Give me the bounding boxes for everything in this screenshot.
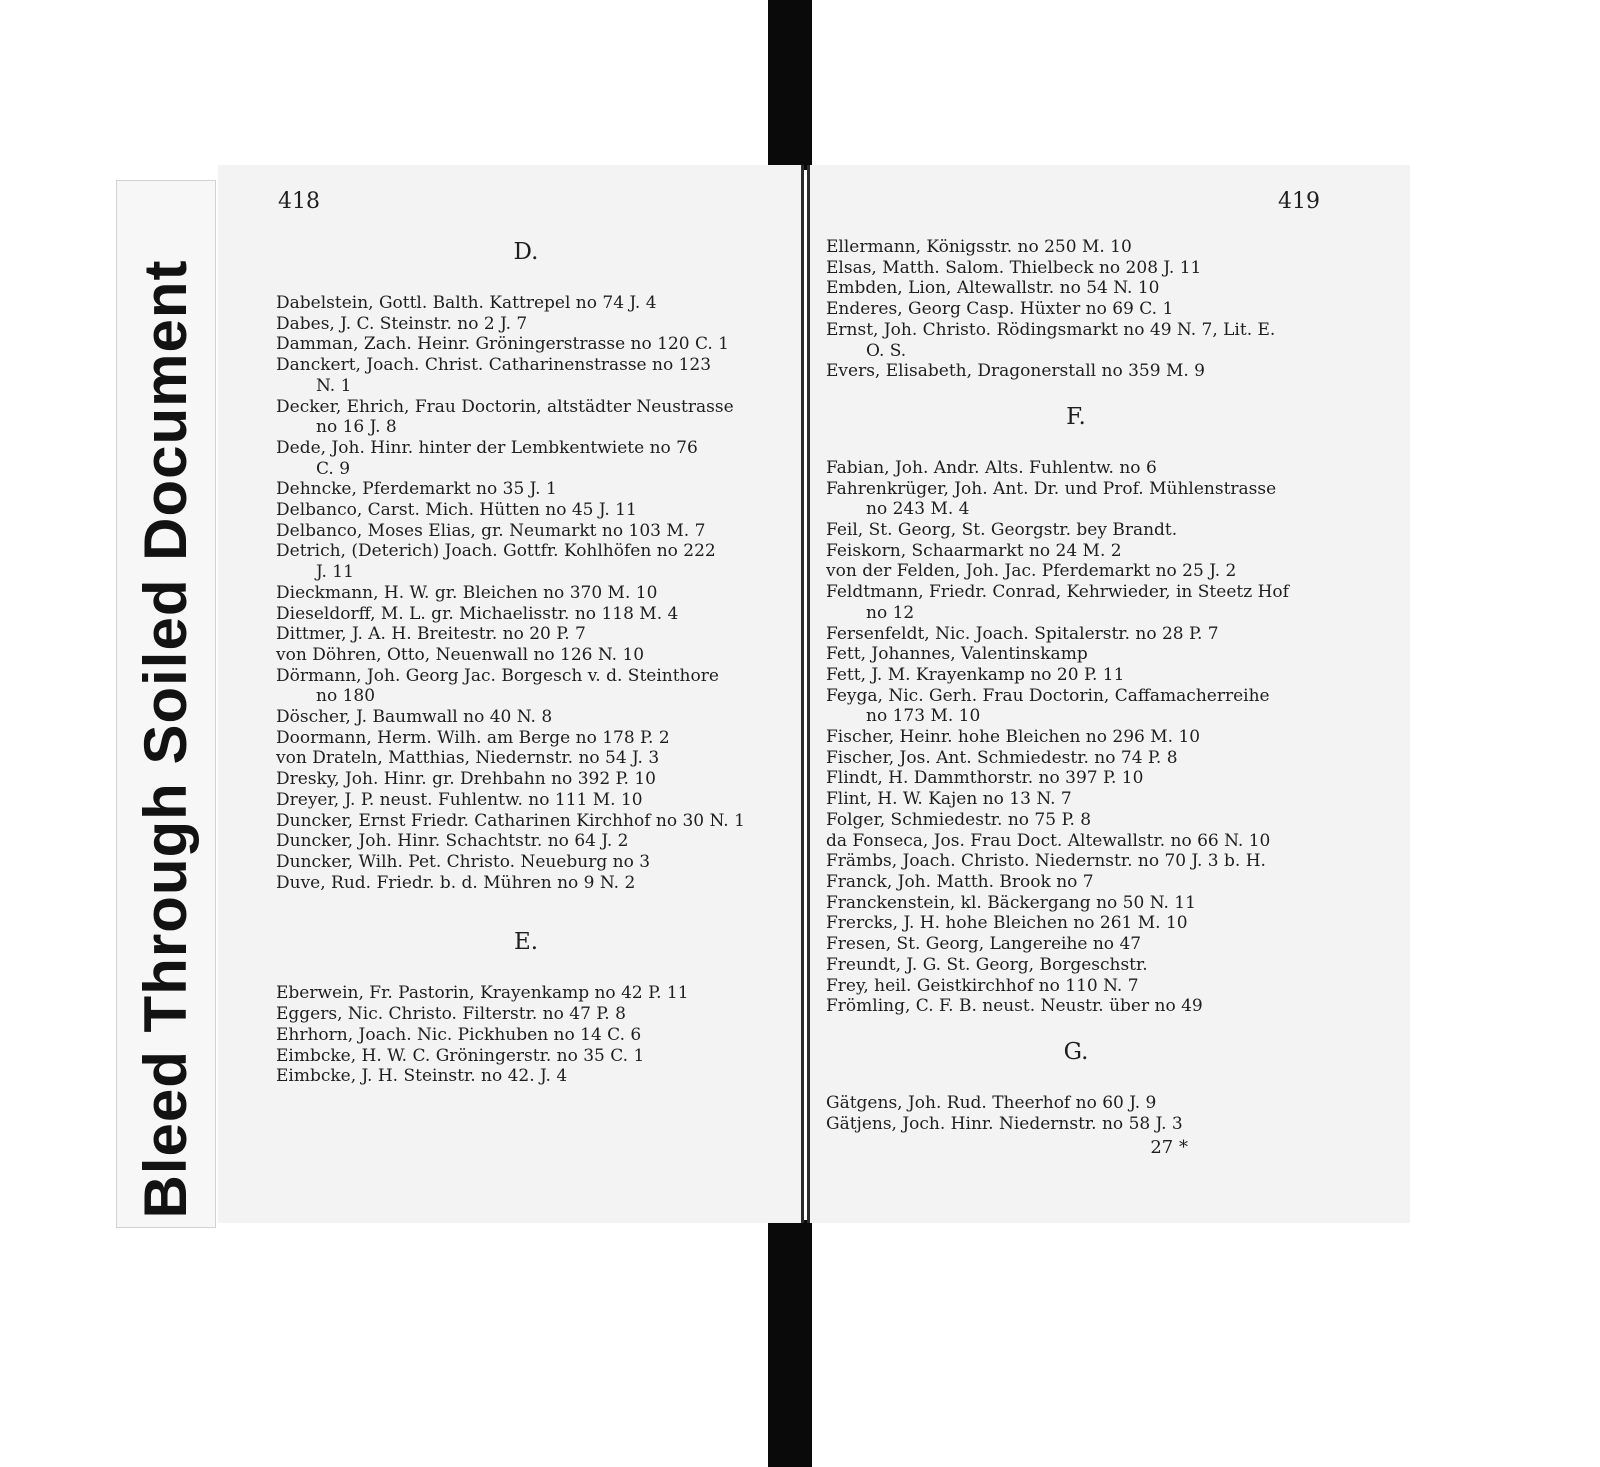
signature-mark: 27 * [1150, 1137, 1188, 1158]
entry-line: Ernst, Joh. Christo. Rödingsmarkt no 49 N. 7, Lit. E. [826, 319, 1276, 340]
entry-line: no 173 M. 10 [866, 706, 981, 727]
directory-entry [826, 1114, 1326, 1135]
entry-line: no 12 [866, 602, 915, 623]
directory-entry [276, 1004, 776, 1025]
directory-entry [276, 479, 776, 500]
entry-line: Feiskorn, Schaarmarkt no 24 M. 2 [826, 540, 1122, 561]
directory-entry [826, 237, 1326, 258]
entry-line: Franckenstein, kl. Bäckergang no 50 N. 11 [826, 892, 1196, 913]
directory-entry [826, 541, 1326, 562]
directory-entry [826, 976, 1326, 997]
directory-entry [826, 458, 1326, 479]
entry-line: Feyga, Nic. Gerh. Frau Doctorin, Caffamacherreihe [826, 685, 1270, 706]
directory-entry [276, 728, 776, 749]
entry-line: Folger, Schmiedestr. no 75 P. 8 [826, 809, 1092, 830]
entry-line: Duncker, Ernst Friedr. Catharinen Kirchhof no 30 N. 1 [276, 810, 745, 831]
directory-entry [826, 934, 1326, 955]
directory-entry [276, 811, 776, 832]
left-page [218, 165, 804, 1223]
directory-entry [276, 624, 776, 645]
entry-line: Dede, Joh. Hinr. hinter der Lembkentwiete no 76 [276, 437, 698, 458]
entry-line: Duve, Rud. Friedr. b. d. Mühren no 9 N. 2 [276, 872, 636, 893]
entry-line: Eimbcke, H. W. C. Gröningerstr. no 35 C. 1 [276, 1045, 645, 1066]
entry-line: Delbanco, Carst. Mich. Hütten no 45 J. 11 [276, 500, 637, 521]
entry-line: Delbanco, Moses Elias, gr. Neumarkt no 103 M. 7 [276, 520, 706, 541]
directory-entry [826, 561, 1326, 582]
spacer [276, 267, 776, 293]
spacer [826, 432, 1326, 458]
directory-entry [276, 521, 776, 542]
entry-line: Frey, heil. Geistkirchhof no 110 N. 7 [826, 975, 1139, 996]
directory-entry [276, 334, 776, 355]
directory-entry [276, 645, 776, 666]
entry-line: von der Felden, Joh. Jac. Pferdemarkt no 25 J. 2 [826, 561, 1237, 582]
entry-line: Enderes, Georg Casp. Hüxter no 69 C. 1 [826, 299, 1174, 320]
entry-line: Dieckmann, H. W. gr. Bleichen no 370 M. 10 [276, 582, 658, 603]
section-letter: G. [1063, 1038, 1089, 1065]
directory-column [826, 237, 1326, 1134]
directory-entry [826, 479, 1326, 520]
directory-entry [276, 397, 776, 438]
entry-line: Fischer, Heinr. hohe Bleichen no 296 M. 10 [826, 727, 1201, 748]
document-condition-label: Bleed Through Soiled Document [132, 259, 199, 1219]
directory-entry [826, 913, 1326, 934]
directory-entry [276, 438, 776, 479]
directory-entry [826, 299, 1326, 320]
directory-entry [276, 769, 776, 790]
entry-line: von Döhren, Otto, Neuenwall no 126 N. 10 [276, 644, 645, 665]
directory-entry [276, 790, 776, 811]
directory-entry [276, 604, 776, 625]
directory-entry [826, 258, 1326, 279]
spacer [276, 893, 776, 927]
spacer [826, 382, 1326, 402]
spacer [276, 957, 776, 983]
directory-entry [276, 1046, 776, 1067]
directory-entry [826, 727, 1326, 748]
entry-line: da Fonseca, Jos. Frau Doct. Altewallstr. no 66 N. 10 [826, 830, 1271, 851]
book-spine-top [768, 0, 812, 170]
page-number: 419 [1278, 189, 1320, 214]
entry-line: Gätgens, Joh. Rud. Theerhof no 60 J. 9 [826, 1092, 1157, 1113]
directory-entry [826, 789, 1326, 810]
entry-line: Flindt, H. Dammthorstr. no 397 P. 10 [826, 768, 1144, 789]
entry-line: N. 1 [316, 375, 352, 396]
directory-entry [826, 278, 1326, 299]
entry-line: Fabian, Joh. Andr. Alts. Fuhlentw. no 6 [826, 457, 1157, 478]
directory-entry [826, 624, 1326, 645]
directory-entry [276, 831, 776, 852]
directory-entry [276, 583, 776, 604]
entry-line: Dabelstein, Gottl. Balth. Kattrepel no 74 J. 4 [276, 293, 657, 313]
entry-line: Fischer, Jos. Ant. Schmiedestr. no 74 P. 8 [826, 747, 1178, 768]
book-spine-bottom [768, 1220, 812, 1467]
directory-entry [276, 707, 776, 728]
entry-line: Feldtmann, Friedr. Conrad, Kehrwieder, in Steetz Hof [826, 582, 1289, 603]
entry-line: Dittmer, J. A. H. Breitestr. no 20 P. 7 [276, 624, 586, 645]
entry-line: Främbs, Joach. Christo. Niedernstr. no 70 J. 3 b. H. [826, 851, 1266, 872]
entry-line: Elsas, Matth. Salom. Thielbeck no 208 J. 11 [826, 257, 1202, 278]
entry-line: Ellermann, Königsstr. no 250 M. 10 [826, 237, 1132, 257]
entry-line: Fahrenkrüger, Joh. Ant. Dr. und Prof. Mühlenstrasse [826, 478, 1277, 499]
entry-line: Duncker, Joh. Hinr. Schachtstr. no 64 J. 2 [276, 831, 629, 852]
entry-line: no 243 M. 4 [866, 499, 970, 520]
directory-entry [276, 873, 776, 894]
entry-line: Duncker, Wilh. Pet. Christo. Neueburg no 3 [276, 851, 651, 872]
entry-line: Döscher, J. Baumwall no 40 N. 8 [276, 707, 553, 728]
directory-entry [276, 1025, 776, 1046]
spacer [826, 1017, 1326, 1037]
entry-line: C. 9 [316, 458, 351, 479]
directory-entry [276, 355, 776, 396]
directory-entry [826, 361, 1326, 382]
directory-entry [276, 314, 776, 335]
directory-entry [826, 320, 1326, 361]
entry-line: von Drateln, Matthias, Niedernstr. no 54 J. 3 [276, 748, 660, 769]
directory-entry [276, 983, 776, 1004]
page-number: 418 [278, 189, 320, 214]
directory-entry [826, 851, 1326, 872]
directory-entry [826, 520, 1326, 541]
entry-line: Fett, J. M. Krayenkamp no 20 P. 11 [826, 664, 1125, 685]
directory-entry [826, 768, 1326, 789]
directory-entry [826, 748, 1326, 769]
entry-line: Ehrhorn, Joach. Nic. Pickhuben no 14 C. 6 [276, 1024, 642, 1045]
entry-line: Fett, Johannes, Valentinskamp [826, 644, 1088, 665]
directory-entry [826, 810, 1326, 831]
directory-entry [276, 1066, 776, 1087]
entry-line: Frercks, J. H. hohe Bleichen no 261 M. 10 [826, 913, 1188, 934]
directory-entry [826, 831, 1326, 852]
directory-column [276, 237, 776, 1087]
entry-line: no 16 J. 8 [316, 417, 397, 438]
directory-entry [826, 644, 1326, 665]
directory-entry [826, 1093, 1326, 1114]
section-letter: F. [1066, 403, 1086, 430]
directory-entry [826, 686, 1326, 727]
directory-entry [276, 748, 776, 769]
entry-line: Franck, Joh. Matth. Brook no 7 [826, 871, 1094, 892]
directory-entry [276, 293, 776, 314]
entry-line: Flint, H. W. Kajen no 13 N. 7 [826, 789, 1072, 810]
entry-line: Evers, Elisabeth, Dragonerstall no 359 M. 9 [826, 361, 1205, 382]
directory-entry [826, 665, 1326, 686]
directory-entry [826, 955, 1326, 976]
directory-entry [276, 500, 776, 521]
entry-line: no 180 [316, 686, 376, 707]
entry-line: Feil, St. Georg, St. Georgstr. bey Brandt. [826, 520, 1178, 541]
entry-line: Eberwein, Fr. Pastorin, Krayenkamp no 42 P. 11 [276, 983, 689, 1004]
spacer [826, 1067, 1326, 1093]
entry-line: Fersenfeldt, Nic. Joach. Spitalerstr. no 28 P. 7 [826, 623, 1219, 644]
directory-entry [276, 852, 776, 873]
entry-line: Freundt, J. G. St. Georg, Borgeschstr. [826, 954, 1148, 975]
directory-entry [826, 893, 1326, 914]
entry-line: Dörmann, Joh. Georg Jac. Borgesch v. d. Steinthore [276, 665, 719, 686]
entry-line: Decker, Ehrich, Frau Doctorin, altstädter Neustrasse [276, 396, 734, 417]
entry-line: Dresky, Joh. Hinr. gr. Drehbahn no 392 P. 10 [276, 769, 656, 790]
entry-line: Dabes, J. C. Steinstr. no 2 J. 7 [276, 313, 528, 334]
entry-line: Doormann, Herm. Wilh. am Berge no 178 P. 2 [276, 727, 670, 748]
directory-entry [826, 582, 1326, 623]
entry-line: Dehncke, Pferdemarkt no 35 J. 1 [276, 479, 557, 500]
directory-entry [826, 996, 1326, 1017]
entry-line: Dieseldorff, M. L. gr. Michaelisstr. no 118 M. 4 [276, 603, 679, 624]
entry-line: Dreyer, J. P. neust. Fuhlentw. no 111 M. 10 [276, 789, 643, 810]
directory-entry [276, 666, 776, 707]
entry-line: Detrich, (Deterich) Joach. Gottfr. Kohlhöfen no 222 [276, 541, 716, 562]
entry-line: Embden, Lion, Altewallstr. no 54 N. 10 [826, 278, 1160, 299]
entry-line: Gätjens, Joch. Hinr. Niedernstr. no 58 J. 3 [826, 1113, 1183, 1134]
entry-line: Eggers, Nic. Christo. Filterstr. no 47 P. 8 [276, 1004, 626, 1025]
entry-line: J. 11 [316, 562, 354, 583]
entry-line: Frömling, C. F. B. neust. Neustr. über no 49 [826, 996, 1203, 1017]
entry-line: O. S. [866, 340, 907, 361]
right-page [807, 165, 1410, 1223]
section-letter: D. [513, 239, 539, 265]
entry-line: Fresen, St. Georg, Langereihe no 47 [826, 934, 1142, 955]
section-letter: E. [513, 929, 539, 956]
directory-entry [276, 541, 776, 582]
entry-line: Eimbcke, J. H. Steinstr. no 42. J. 4 [276, 1066, 568, 1087]
entry-line: Damman, Zach. Heinr. Gröningerstrasse no 120 C. 1 [276, 334, 729, 355]
directory-entry [826, 872, 1326, 893]
entry-line: Danckert, Joach. Christ. Catharinenstrasse no 123 [276, 355, 712, 376]
